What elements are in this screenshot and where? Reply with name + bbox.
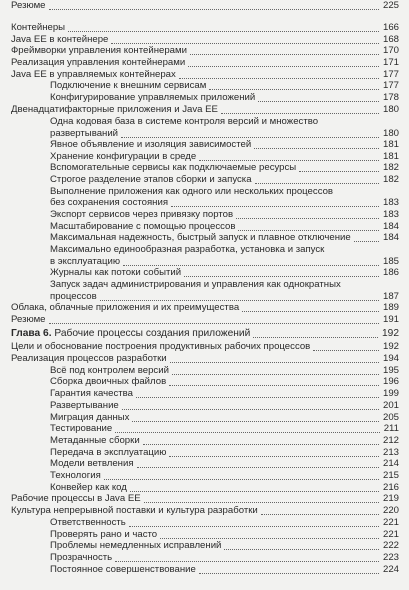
toc-page-number: 187 [382,291,399,302]
toc-page-number: 185 [382,256,399,267]
toc-entry-title: Рабочие процессы в Java EE [11,493,141,504]
toc-page-number: 184 [382,221,399,232]
toc-entry-title: Метаданные сборки [50,435,140,446]
toc-entry-title: Тестирование [50,423,113,434]
toc-page-number: 171 [382,57,399,68]
toc-entry-title: Резюме [11,0,46,11]
toc-page-number: 221 [382,529,399,540]
toc-page-number: 201 [382,400,399,411]
toc-entry-title [11,328,250,340]
chapter-title: Рабочие процессы создания приложений [51,328,251,339]
toc-leader-dots [49,0,379,10]
toc-entry-title: Конвейер как код [50,482,127,493]
toc-entry-title: Вспомогательные сервисы как подключаемые ресурсы [50,162,297,173]
toc-page-number: 191 [382,314,399,325]
toc-page-number: 219 [382,493,399,504]
toc-page-number: 192 [382,341,399,352]
toc-entry-title: Постоянное совершенствование [50,564,196,575]
toc-entry-title: Подключение к внешним сервисам [50,80,207,91]
toc-entry-title: Прозрачность [50,552,113,563]
toc-entry-title: Развертывание [50,400,119,411]
toc-entry-title: Экспорт сервисов через привязку портов [50,209,234,220]
toc-page-number: 221 [382,517,399,528]
toc-entry-title: Хранение конфигурации в среде [50,151,197,162]
toc-entry-title: Реализация управления контейнерами [11,57,186,68]
toc-page-number: 223 [382,552,399,563]
toc-entry [0,0,409,12]
toc-entry-title: Конфигурирование управляемых приложений [50,92,256,103]
toc-entry-title: в эксплуатацию [50,256,121,267]
toc-page-number: 177 [382,69,399,80]
toc-entry-title: Контейнеры [11,22,66,33]
toc-page-number: 212 [382,435,399,446]
toc-entry-title: Гарантия качества [50,388,133,399]
toc-entry-title: Ответственность [50,517,126,528]
toc-entry-title: Всё под контролем версий [50,365,169,376]
toc-leader-dots [184,264,379,277]
toc-entry-title: Модели ветвления [50,458,134,469]
toc-entry-title: Технология [50,470,101,481]
toc-page-number: 177 [382,80,399,91]
toc-entry-title: Журналы как потоки событий [50,267,182,278]
toc-leader-dots [221,101,379,114]
toc-leader-dots [255,171,379,184]
toc-page-number: 180 [382,128,399,139]
toc-page-number: 211 [383,423,399,434]
toc-entry-title: Передача в эксплуатацию [50,447,167,458]
toc-page-number: 216 [382,482,399,493]
toc-page-number: 168 [382,34,399,45]
toc-entry-title: без сохранения состояния [50,197,169,208]
toc-entry [0,174,409,186]
toc-page-number: 183 [382,209,399,220]
toc-page-number: 181 [382,139,399,150]
toc-page-number: 214 [382,458,399,469]
toc-entry [0,564,409,576]
toc-entry-title: Строгое разделение этапов сборки и запуска [50,174,252,185]
toc-entry-title: Цели и обоснование построения продуктивных рабочих процессов [11,341,311,352]
toc-entry-title: Максимально единообразная разработка, установка и запуск [50,244,325,255]
toc-entry [0,267,409,279]
toc-entry-title: Максимальная надежность, быстрый запуск и плавное отключение [50,232,351,243]
toc-page-number: 170 [382,45,399,56]
toc-entry-title: Сборка двоичных файлов [50,376,167,387]
toc-entry-title: процессов [50,291,97,302]
toc-page-number: 180 [382,104,399,115]
toc-entry [0,232,409,244]
toc-entry [0,104,409,116]
toc-entry-title: Явное объявление и изоляция зависимостей [50,139,252,150]
toc-leader-dots [253,325,378,338]
toc-page-number: 182 [382,174,399,185]
toc-page-number: 192 [382,328,399,339]
toc-page-number: 225 [382,0,399,11]
toc-page-number: 182 [382,162,399,173]
toc-entry-title: Облака, облачные приложения и их преимущества [11,302,240,313]
toc-entry-title: Культура непрерывной поставки и культура разработки [11,505,258,516]
toc-entry-title: Реализация процессов разработки [11,353,167,364]
toc-entry-title: Java EE в управляемых контейнерах [11,69,176,80]
toc-page-number: 184 [382,232,399,243]
toc-page-number: 166 [382,22,399,33]
toc-page-number: 205 [382,412,399,423]
toc-page-number: 224 [382,564,399,575]
toc-page-number: 220 [382,505,399,516]
toc-entry-title: Масштабирование с помощью процессов [50,221,236,232]
toc-page-number: 194 [382,353,399,364]
toc-entry-title: Проблемы немедленных исправлений [50,540,222,551]
toc-leader-dots [199,561,379,574]
chapter-number: Глава 6. [11,328,52,339]
toc-leader-dots [49,311,379,324]
toc-entry-title: Фреймворки управления контейнерами [11,45,187,56]
toc-page-number: 196 [382,376,399,387]
toc-entry-title: Проверять рано и часто [50,529,158,540]
toc-entry-title: Резюме [11,314,46,325]
toc-page-number: 189 [382,302,399,313]
toc-page-number: 222 [382,540,399,551]
toc-entry-title: развертываний [50,128,119,139]
toc-entry-title: Запуск задач администрирования и управления как однократных [50,279,341,290]
toc-page-number: 183 [382,197,399,208]
toc-entry-title: Выполнение приложения как одного или нескольких процессов [50,186,334,197]
toc-page-number: 181 [382,151,399,162]
toc-page-number: 195 [382,365,399,376]
toc-entry-title: Java EE в контейнере [11,34,109,45]
toc-entry-title: Двенадцатифакторные приложения и Java EE [11,104,218,115]
toc-entry-title: Одна кодовая база в системе контроля версий и множество [50,116,319,127]
toc-entry-title: Миграция данных [50,412,130,423]
toc-page-number: 213 [382,447,399,458]
toc-page-number: 186 [382,267,399,278]
toc-page-number: 199 [382,388,399,399]
toc-page-number: 178 [382,92,399,103]
toc-leader-dots [354,229,379,242]
toc-page-number: 215 [382,470,399,481]
